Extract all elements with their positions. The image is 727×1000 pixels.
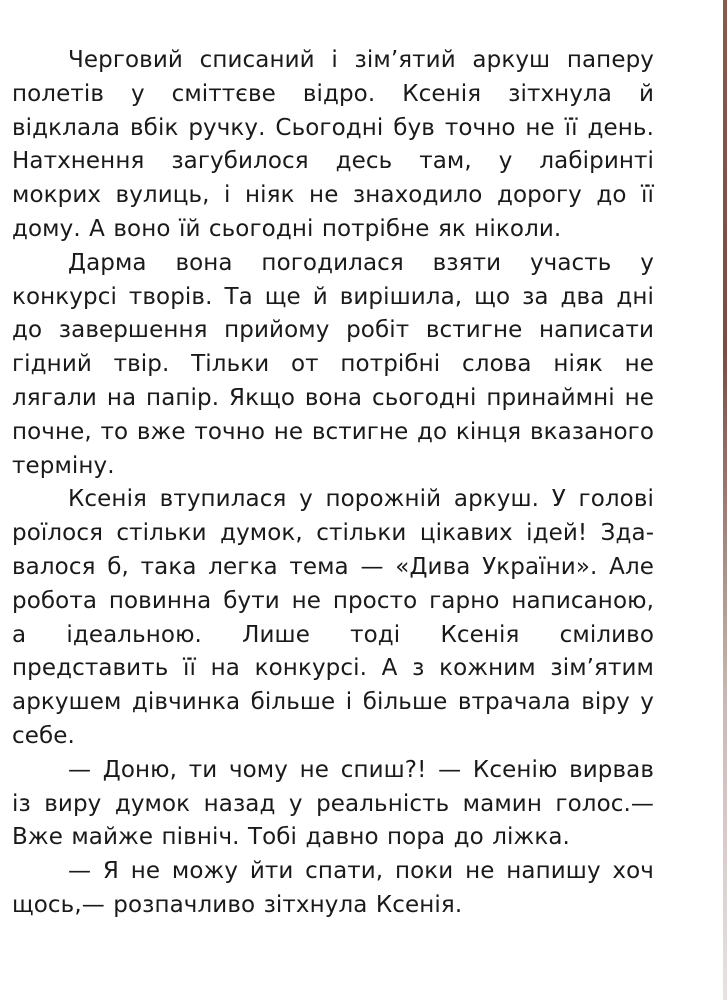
paragraph-2: Дарма вона погодилася взяти участь у конкурсі творів. Та ще й вирішила, що за два дні до завершення прийому робіт встигне написати гідний твір. Тільки от потрібні слова ніяк не лягали на папір. Якщо вона сьогодні принаймні не почне, то вже точно не встигне до кінця вказаного терміну. (12, 249, 654, 479)
paragraph-3: Ксенія втупилася у порожній аркуш. У голові роїлося стільки думок, стільки цікавих ідей! Здавалося б, така легка тема — «Дива України». Але робота повинна бути не просто гарно написаною, а ідеальною. Лише тоді Ксенія сміливо представить її на конкурсі. А з кожним зім’ятим аркушем дівчинка більше і більше втрачала віру у себе. (12, 486, 654, 749)
page-edge (723, 0, 727, 1000)
story-text (12, 44, 654, 923)
paragraph-5: — Я не можу йти спати, поки не напишу хоч щось,— розпачливо зітхнула Ксенія. (12, 858, 654, 918)
paragraph-4: — Доню, ти чому не спиш?! — Ксенію вирвав із виру думок назад у реальність мамин голос.— Вже майже північ. Тобі давно пора до ліжка. (12, 756, 654, 851)
paragraph-1: Черговий списаний і зім’ятий аркуш паперу полетів у сміттєве відро. Ксенія зітхнула й відклала вбік ручку. Сьогодні був точно не її день. Натхнення загубилося десь там, у лабіринті мокрих вулиць, і ніяк не знаходило дорогу до її дому. А воно їй сьогодні потрібне як ніколи. (12, 47, 654, 242)
